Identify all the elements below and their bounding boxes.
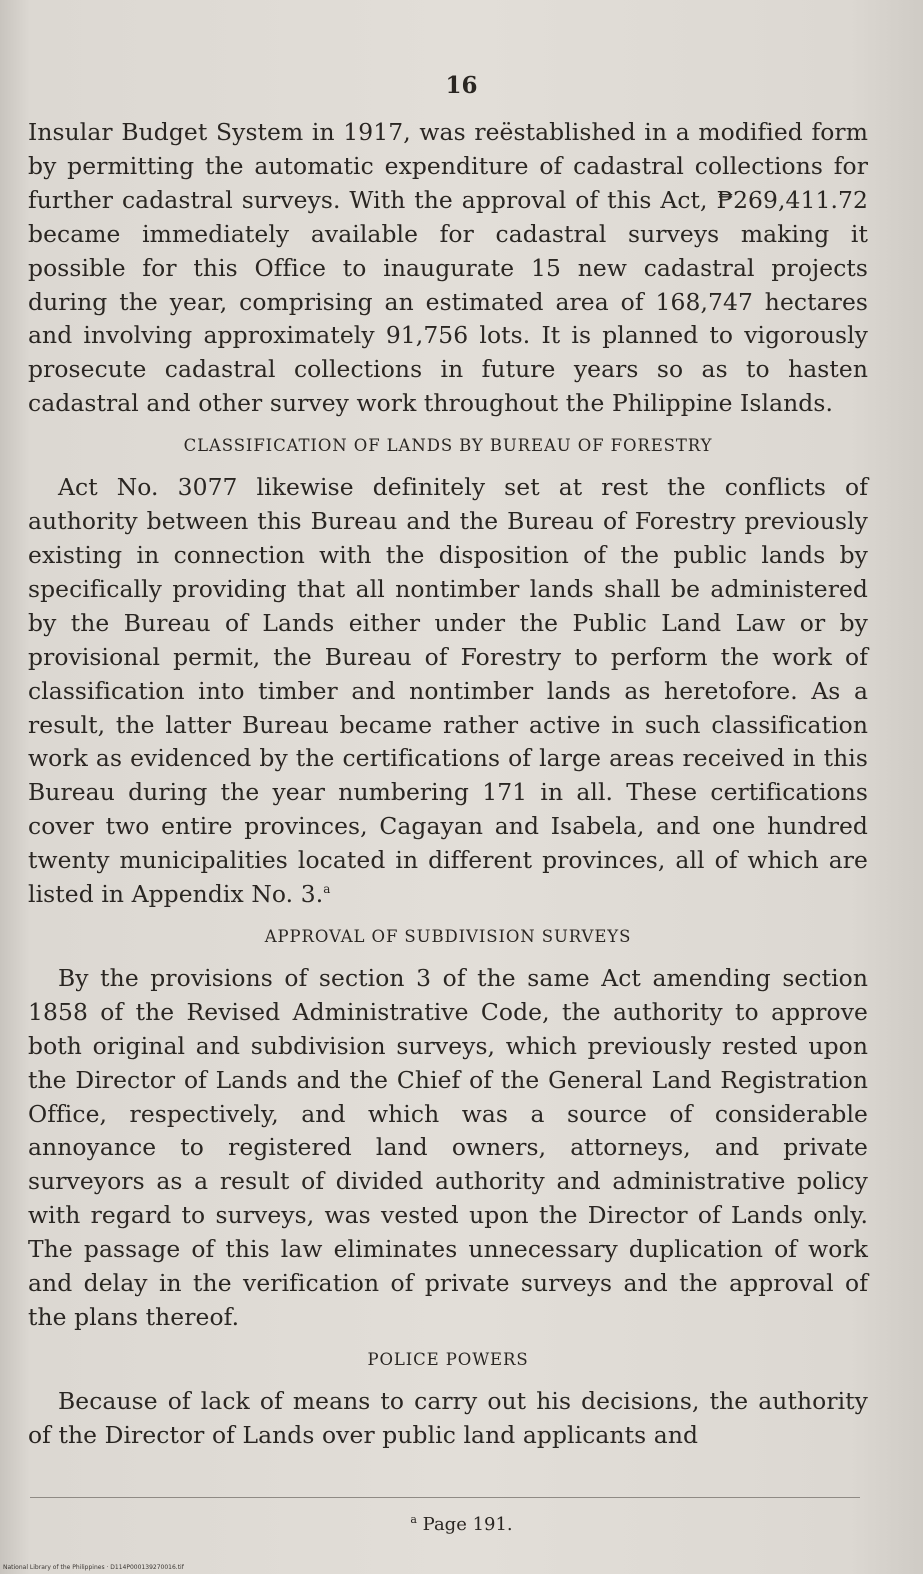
body-text (28, 116, 868, 1453)
library-imprint: National Library of the Philippines · D114P000139270016.tif (3, 1564, 184, 1571)
heading-police-powers: POLICE POWERS (367, 1349, 529, 1369)
paragraph-forestry-text: Act No. 3077 likewise definitely set at rest the conflicts of authority between this Bureau and the Bureau of Forestry previously existing in connection with the disposition of the public lands by specifically providing that all nontimber lands shall be administered by the Bureau of Lands either under the Public Land Law or by provisional permit, the Bureau of Forestry to perform the work of classification into timber and nontimber lands as heretofore. As a result, the latter Bureau became rather active in such classification work as evidenced by the certifications of large areas received in this Bureau during the year numbering 171 in all. These certifications cover two entire provinces, Cagayan and Isabela, and one hundred twenty municipalities located in different provinces, all of which are listed in Appendix No. 3. (28, 473, 868, 909)
paragraph-police-powers: Because of lack of means to carry out his decisions, the authority of the Director of Lands over public land applicants and (28, 1386, 868, 1449)
footnote (0, 1514, 923, 1535)
footnote-mark: a (410, 1513, 417, 1526)
footnote-text: Page 191. (422, 1514, 513, 1535)
paragraph-subdivision-surveys: By the provisions of section 3 of the same Act amending section 1858 of the Revised Administrative Code, the authority to approve both original and subdivision surveys, which previously rested upon the Director of Lands and the Chief of the General Land Registration Office, respectively, and which was a source of considerable annoyance to registered land owners, attorneys, and private surveyors as a result of divided authority and administrative policy with regard to surveys, was vested upon the Director of Lands only. The passage of this law eliminates unnecessary duplication of work and delay in the verification of private surveys and the approval of the plans thereof. (28, 963, 868, 1331)
heading-approval-of-subdivision-surveys: APPROVAL OF SUBDIVISION SURVEYS (264, 926, 632, 946)
heading-classification-of-lands: CLASSIFICATION OF LANDS BY BUREAU OF FORESTRY (183, 436, 713, 456)
paragraph-budget-system: Insular Budget System in 1917, was reëstablished in a modified form by permitting the automatic expenditure of cadastral collections for further cadastral surveys. With the approval of this Act, ₱269,411.72 became immediately available for cadastral surveys making it possible for this Office to inaugurate 15 new cadastral projects during the year, comprising an estimated area of 168,747 hectares and involving approximately 91,756 lots. It is planned to vigorously prosecute cadastral collections in future years so as to hasten cadastral and other survey work throughout the Philippine Islands. (28, 118, 868, 418)
paragraph-forestry-classification (28, 471, 868, 912)
footnote-divider (30, 1497, 860, 1498)
page-number: 16 (445, 72, 478, 99)
footnote-reference-mark: a (323, 882, 331, 897)
